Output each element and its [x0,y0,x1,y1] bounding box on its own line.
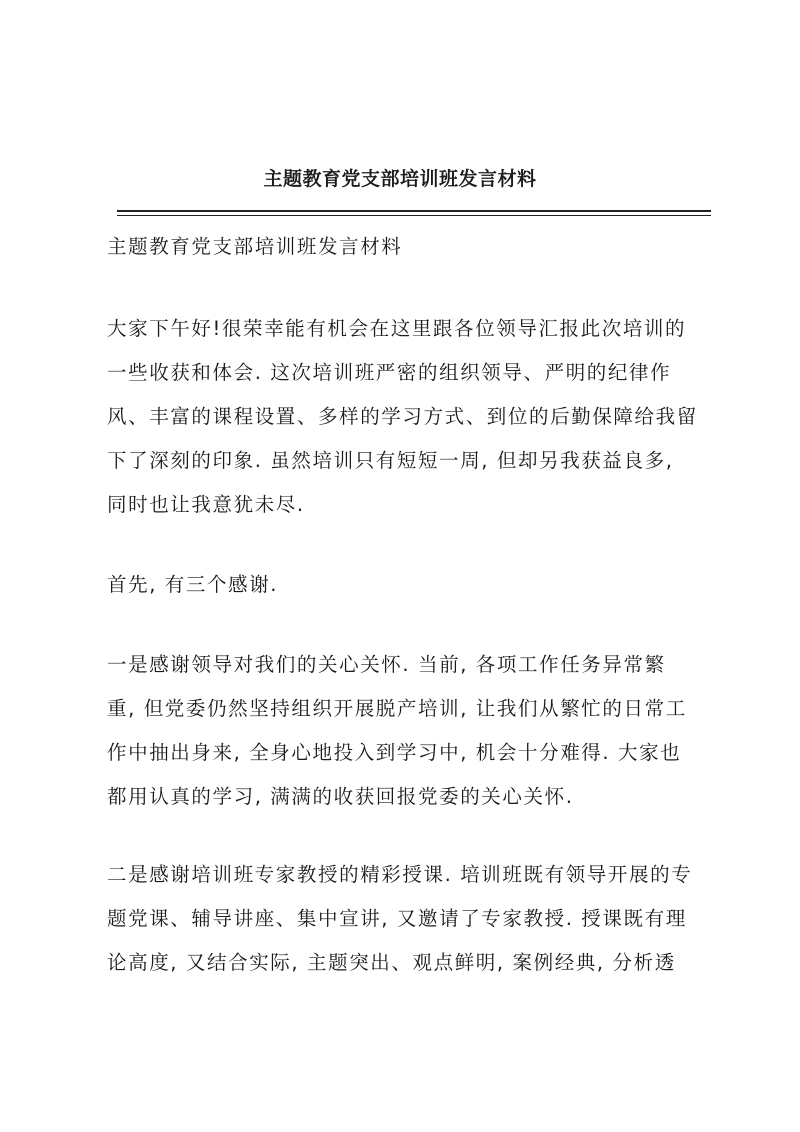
paragraph-line: 同时也让我意犹未尽. [107,493,305,516]
paragraph-line: 风、丰富的课程设置、多样的学习方式、到位的后勤保障给我留 [107,405,698,428]
paragraph-line: 一是感谢领导对我们的关心关怀. 当前, 各项工作任务异常繁 [107,653,666,676]
paragraph-line: 大家下午好!很荣幸能有机会在这里跟各位领导汇报此次培训的 [107,317,687,340]
paragraph-line: 首先, 有三个感谢. [107,573,279,596]
paragraph-line: 都用认真的学习, 满满的收获回报党委的关心关怀. [107,785,574,808]
paragraph-line: 作中抽出身来, 全身心地投入到学习中, 机会十分难得. 大家也 [107,741,682,764]
paragraph-line: 题党课、辅导讲座、集中宣讲, 又邀请了专家教授. 授课既有理 [107,907,687,930]
title-divider-thin [117,215,711,216]
paragraph-line: 下了深刻的印象. 虽然培训只有短短一周, 但却另我获益良多, [107,449,674,472]
document-title: 主题教育党支部培训班发言材料 [263,168,537,190]
paragraph-line: 重, 但党委仍然坚持组织开展脱产培训, 让我们从繁忙的日常工 [107,697,687,720]
paragraph-line: 二是感谢培训班专家教授的精彩授课. 培训班既有领导开展的专 [107,863,693,886]
paragraph-thanks-one [107,643,719,819]
subtitle-line: 主题教育党支部培训班发言材料 [107,235,403,258]
paragraph-greeting [107,307,719,527]
paragraph-thanks-two [107,853,719,985]
paragraph-line: 论高度, 又结合实际, 主题突出、观点鲜明, 案例经典, 分析透 [107,951,676,974]
title-divider-thick [117,210,711,212]
document-subtitle [107,225,719,269]
paragraph-thanks-intro [107,563,719,607]
paragraph-line: 一些收获和体会. 这次培训班严密的组织领导、严明的纪律作 [107,361,672,384]
